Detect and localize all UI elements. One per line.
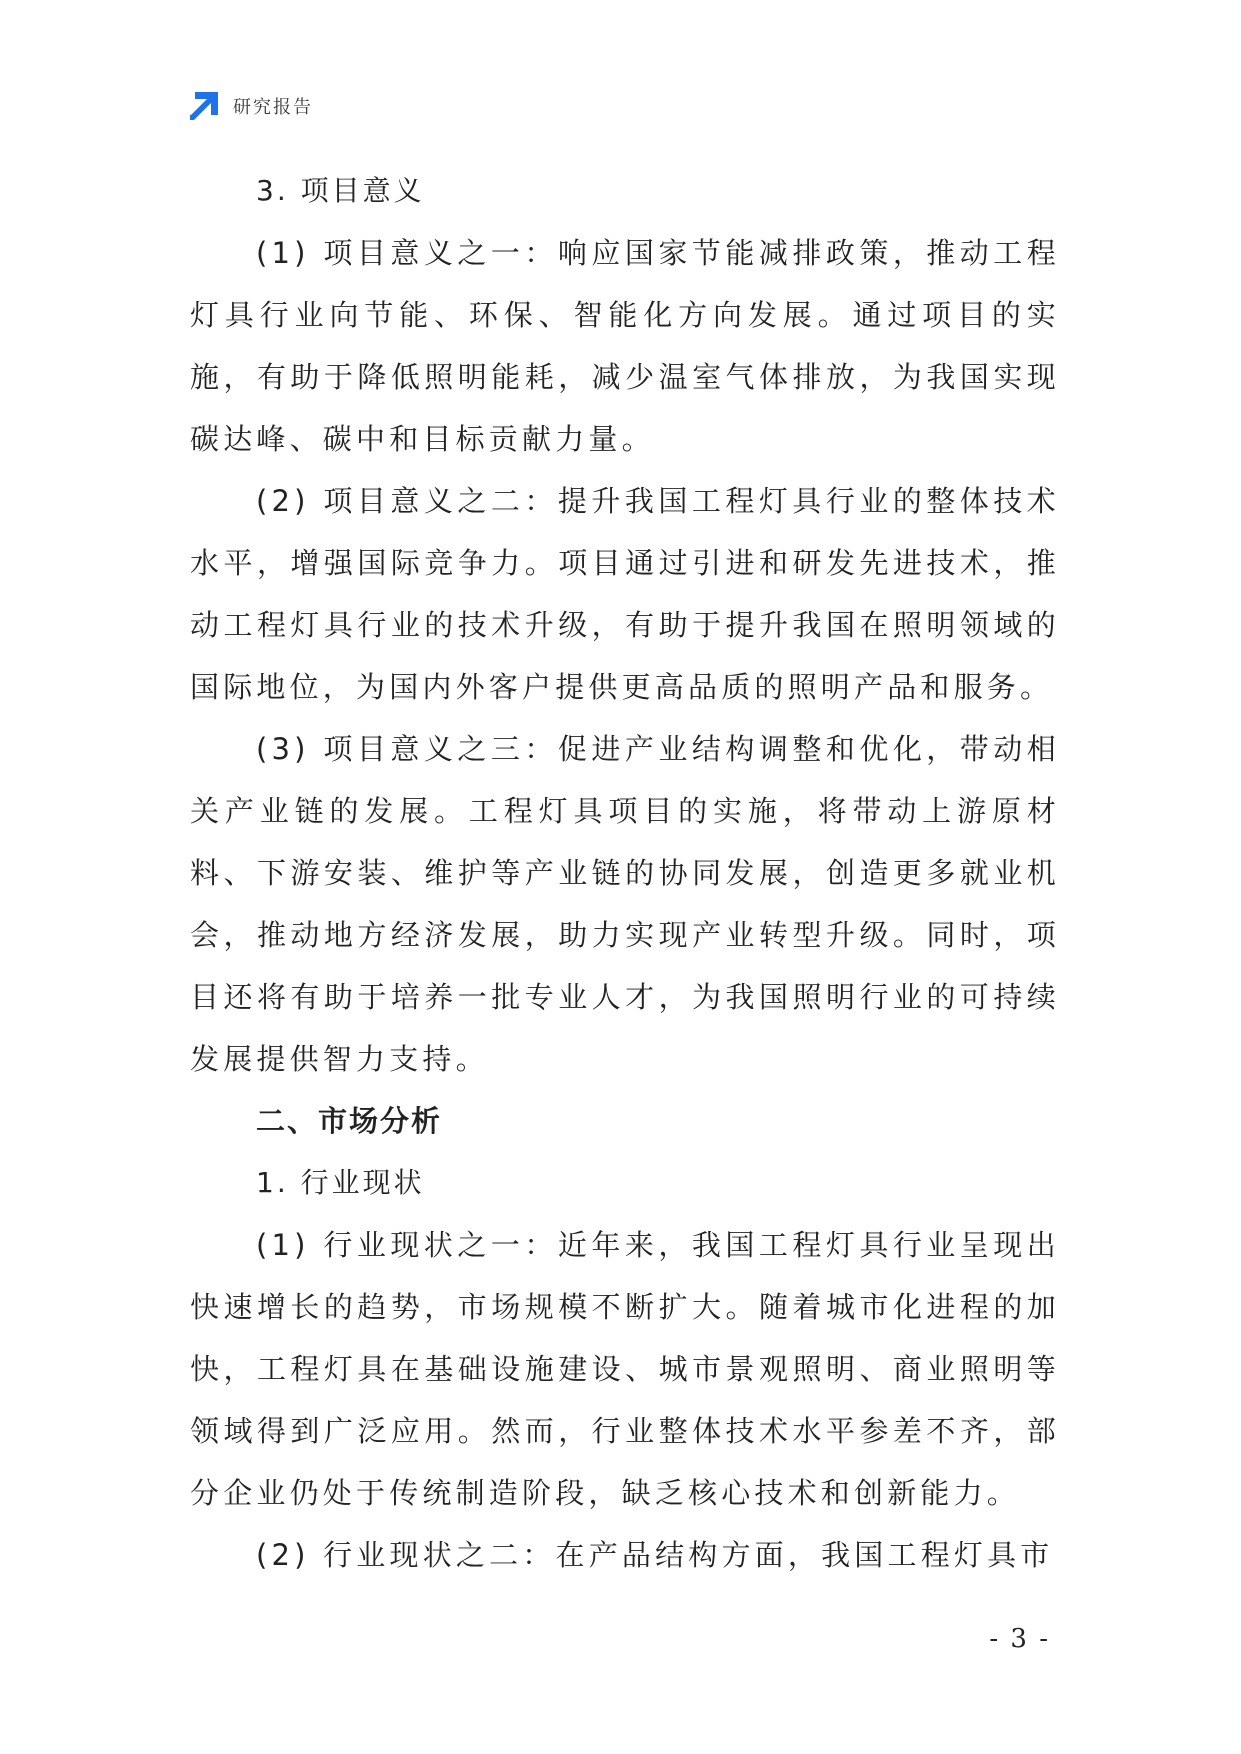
paragraph-significance-1: (1) 项目意义之一：响应国家节能减排政策，推动工程灯具行业向节能、环保、智能化方向发展。通过项目的实施，有助于降低照明能耗，减少温室气体排放，为我国实现碳达峰、碳中和目标贡献力量。	[190, 236, 1060, 456]
section-heading-market-analysis: 二、市场分析	[256, 1104, 443, 1138]
arrow-up-right-icon	[187, 89, 221, 123]
subheading-project-significance: 3. 项目意义	[256, 174, 425, 207]
paragraph-industry-status-1: (1) 行业现状之一：近年来，我国工程灯具行业呈现出快速增长的趋势，市场规模不断扩大。随着城市化进程的加快，工程灯具在基础设施建设、城市景观照明、商业照明等领域得到广泛应用。然而，行业整体技术水平参差不齐，部分企业仍处于传统制造阶段，缺乏核心技术和创新能力。	[190, 1228, 1060, 1510]
report-header	[187, 88, 313, 124]
paragraph-industry-status-2: (2) 行业现状之二：在产品结构方面，我国工程灯具市	[256, 1538, 1054, 1572]
subheading-industry-status: 1. 行业现状	[256, 1166, 425, 1199]
header-title: 研究报告	[233, 97, 313, 118]
page-number: - 3 -	[989, 1624, 1050, 1654]
document-body	[190, 160, 1060, 1586]
paragraph-significance-3: (3) 项目意义之三：促进产业结构调整和优化，带动相关产业链的发展。工程灯具项目的实施，将带动上游原材料、下游安装、维护等产业链的协同发展，创造更多就业机会，推动地方经济发展，助力实现产业转型升级。同时，项目还将有助于培养一批专业人才，为我国照明行业的可持续发展提供智力支持。	[190, 732, 1060, 1076]
paragraph-significance-2: (2) 项目意义之二：提升我国工程灯具行业的整体技术水平，增强国际竞争力。项目通过引进和研发先进技术，推动工程灯具行业的技术升级，有助于提升我国在照明领域的国际地位，为国内外客户提供更高品质的照明产品和服务。	[190, 484, 1060, 704]
